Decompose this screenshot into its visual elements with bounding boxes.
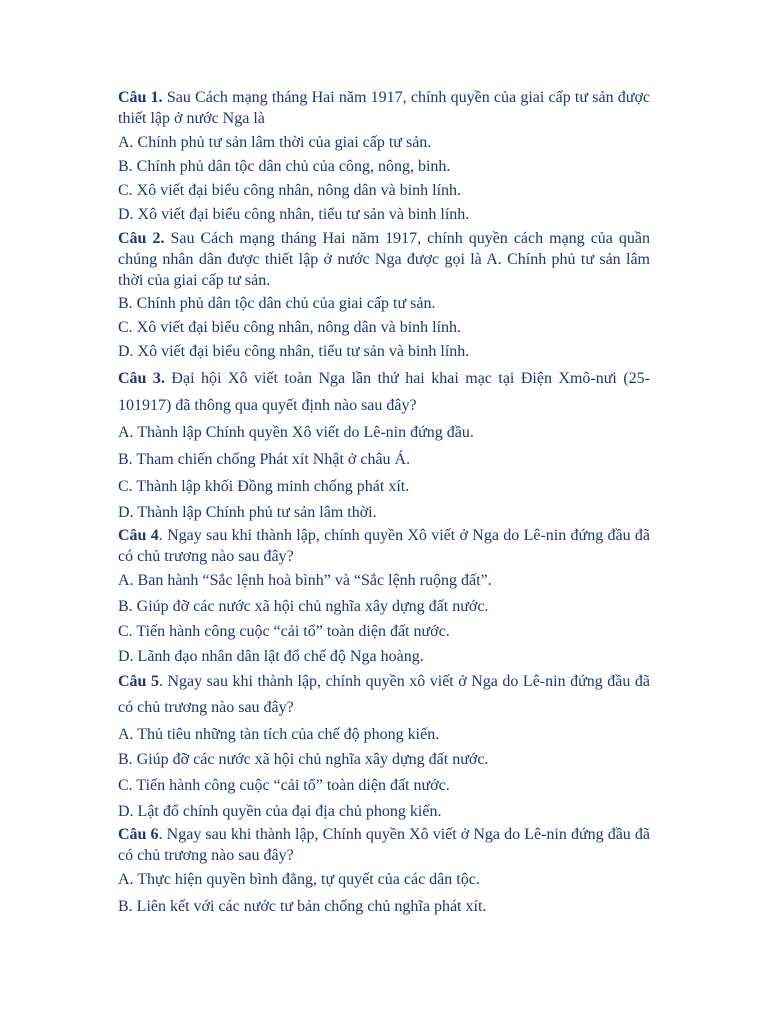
answer-option-a: A. Chính phủ tư sản lâm thời của giai cấp tư sản. xyxy=(118,134,432,151)
question-3 xyxy=(118,365,650,525)
answer-option-b: B. Tham chiến chống Phát xít Nhật ở châu Á. xyxy=(118,451,411,468)
question-6 xyxy=(118,824,650,920)
question-label: Câu 2. xyxy=(118,230,165,247)
question-stem xyxy=(118,669,650,721)
answer-option-c: C. Thành lập khối Đồng minh chống phát xít. xyxy=(118,478,410,495)
answer-option-d: D. Xô viết đại biểu công nhân, tiểu tư sản và binh lính. xyxy=(118,343,470,360)
answer-option-a: A. Ban hành “Sắc lệnh hoà bình” và “Sắc lệnh ruộng đất”. xyxy=(118,572,492,589)
question-2 xyxy=(118,228,650,364)
question-text: Sau Cách mạng tháng Hai năm 1917, chính quyền của giai cấp tư sản được thiết lập ở nước Nga là xyxy=(118,89,651,127)
question-stem xyxy=(118,228,650,291)
question-list xyxy=(118,87,650,920)
answer-option-b: B. Giúp đỡ các nước xã hội chủ nghĩa xây dựng đất nước. xyxy=(118,751,489,768)
question-1 xyxy=(118,87,650,227)
answer-option-a: A. Thực hiện quyền bình đẳng, tự quyết của các dân tộc. xyxy=(118,871,480,888)
question-text: . Ngay sau khi thành lập, Chính quyền Xô viết ở Nga do Lê-nin đứng đầu đã có chủ trương nào sau đây? xyxy=(118,826,651,864)
answer-option-b: B. Chính phủ dân tộc dân chủ của công, nông, binh. xyxy=(118,158,451,175)
answer-option-c: C. Xô viết đại biểu công nhân, nông dân và binh lính. xyxy=(118,319,462,336)
question-5 xyxy=(118,669,650,824)
question-stem xyxy=(118,824,650,866)
answer-option-b: B. Giúp đỡ các nước xã hội chủ nghĩa xây dựng đất nước. xyxy=(118,598,489,615)
answer-option-c: C. Tiến hành công cuộc “cải tổ” toàn diện đất nước. xyxy=(118,623,450,640)
question-label: Câu 4 xyxy=(118,527,159,544)
question-label: Câu 3. xyxy=(118,370,165,387)
answer-option-b: B. Chính phủ dân tộc dân chủ của giai cấp tư sản. xyxy=(118,295,436,312)
answer-option-c: C. Tiến hành công cuộc “cải tổ” toàn diện đất nước. xyxy=(118,777,450,794)
answer-option-d: D. Lật đổ chính quyền của đại địa chủ phong kiến. xyxy=(118,803,442,820)
answer-option-a: A. Thủ tiêu những tàn tích của chế độ phong kiến. xyxy=(118,726,440,743)
question-text: . Ngay sau khi thành lập, chính quyền xô viết ở Nga do Lê-nin đứng đầu đã có chủ trương nào sau đây? xyxy=(118,673,650,716)
answer-option-b: B. Liên kết với các nước tư bản chống chủ nghĩa phát xít. xyxy=(118,898,487,915)
question-4 xyxy=(118,525,650,669)
question-text: Đại hội Xô viết toàn Nga lần thứ hai khai mạc tại Điện Xmô-nưi (25-101917) đã thông qua quyết định nào sau đây? xyxy=(118,370,650,414)
question-label: Câu 6 xyxy=(118,826,159,843)
question-label: Câu 1. xyxy=(118,89,163,106)
question-stem xyxy=(118,525,650,567)
answer-option-d: D. Lãnh đạo nhân dân lật đổ chế độ Nga hoàng. xyxy=(118,648,424,665)
question-text: . Ngay sau khi thành lập, chính quyền Xô viết ở Nga do Lê-nin đứng đầu đã có chủ trương nào sau đây? xyxy=(118,527,651,565)
answer-option-c: C. Xô viết đại biểu công nhân, nông dân và binh lính. xyxy=(118,182,462,199)
answer-option-a: A. Thành lập Chính quyền Xô viết do Lê-nin đứng đầu. xyxy=(118,424,474,441)
question-label: Câu 5 xyxy=(118,673,159,690)
question-stem xyxy=(118,365,650,419)
question-stem xyxy=(118,87,650,129)
answer-option-d: D. Xô viết đại biểu công nhân, tiểu tư sản và binh lính. xyxy=(118,206,470,223)
question-text: Sau Cách mạng tháng Hai năm 1917, chính quyền cách mạng của quần chúng nhân dân được thiết lập ở nước Nga được gọi là A. Chính phủ tư sản lâm thời của giai cấp tư sản. xyxy=(118,230,651,289)
answer-option-d: D. Thành lập Chính phủ tư sản lâm thời. xyxy=(118,504,377,521)
